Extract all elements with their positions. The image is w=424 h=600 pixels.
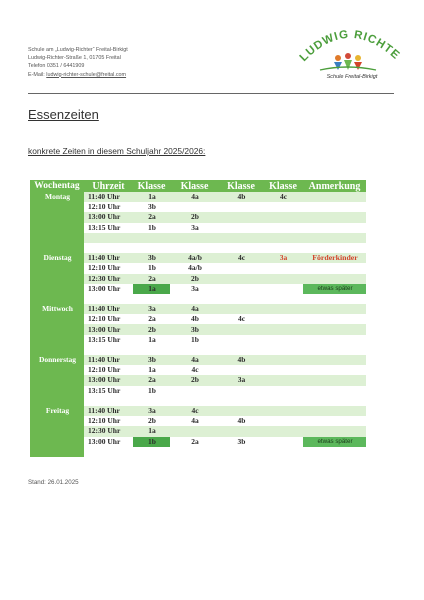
remark-cell (303, 386, 366, 396)
time-cell: 12:10 Uhr (84, 202, 133, 212)
weekday-cell: Montag (30, 192, 84, 202)
class-cell: 1b (133, 223, 170, 233)
weekday-cell (30, 243, 84, 253)
class-cell (170, 447, 219, 457)
table-row (30, 202, 366, 212)
header-wochentag: Wochentag (30, 180, 84, 192)
class-cell (263, 263, 303, 273)
class-cell (219, 324, 263, 334)
meal-schedule-table (30, 180, 366, 457)
class-cell (170, 243, 219, 253)
time-cell: 13:00 Uhr (84, 437, 133, 447)
children-figures-icon (320, 53, 376, 70)
remark-cell (303, 314, 366, 324)
time-cell: 12:10 Uhr (84, 416, 133, 426)
table-row (30, 304, 366, 314)
header-klasse: Klasse (263, 180, 303, 192)
time-cell (84, 243, 133, 253)
class-cell: 2a (133, 375, 170, 385)
class-cell (263, 202, 303, 212)
class-cell: 3b (133, 253, 170, 263)
table-row (30, 345, 366, 355)
page-subtitle: konkrete Zeiten in diesem Schuljahr 2025/2026: (28, 146, 206, 156)
weekday-cell (30, 375, 84, 385)
class-cell: 4c (263, 192, 303, 202)
address-line: Telefon 0351 / 6441909 (28, 63, 85, 70)
header-anmerkung: Anmerkung (303, 180, 366, 192)
remark-cell (303, 406, 366, 416)
class-cell (263, 386, 303, 396)
class-cell: 4a/b (170, 263, 219, 273)
class-cell (219, 335, 263, 345)
class-cell: 1b (133, 386, 170, 396)
class-cell (263, 396, 303, 406)
table-row (30, 314, 366, 324)
page-title: Essenzeiten (28, 107, 99, 122)
class-cell (219, 263, 263, 273)
class-cell: 4b (170, 314, 219, 324)
class-cell: 3a (219, 375, 263, 385)
class-cell (263, 345, 303, 355)
class-cell (133, 345, 170, 355)
table-row (30, 212, 366, 222)
header-klasse: Klasse (170, 180, 219, 192)
table-row (30, 335, 366, 345)
class-cell: 2a (170, 437, 219, 447)
table-row (30, 274, 366, 284)
weekday-cell (30, 335, 84, 345)
remark-cell (303, 355, 366, 365)
time-cell: 13:15 Uhr (84, 335, 133, 345)
svg-text:LUDWIG RICHTER: LUDWIG RICHTE (297, 28, 403, 64)
class-cell: 2a (133, 274, 170, 284)
header-divider (28, 93, 394, 94)
class-cell: 1a (133, 426, 170, 436)
class-cell (219, 447, 263, 457)
class-cell: 3a (133, 304, 170, 314)
class-cell: 3a (170, 223, 219, 233)
class-cell: 2b (170, 375, 219, 385)
weekday-cell (30, 274, 84, 284)
table-header-row (30, 180, 366, 192)
class-cell (219, 212, 263, 222)
class-cell (263, 274, 303, 284)
table-row (30, 284, 366, 294)
class-cell: 4a (170, 304, 219, 314)
table-row (30, 447, 366, 457)
logo-graphic (290, 18, 405, 78)
school-address (28, 46, 258, 79)
class-cell: 2b (133, 416, 170, 426)
table-row (30, 365, 366, 375)
remark-cell (303, 304, 366, 314)
class-cell: 1a (133, 192, 170, 202)
class-cell (263, 447, 303, 457)
class-cell: 4a (170, 192, 219, 202)
class-cell (263, 365, 303, 375)
weekday-cell (30, 202, 84, 212)
table-row (30, 355, 366, 365)
class-cell (170, 386, 219, 396)
address-line: Schule am „Ludwig-Richter“ Freital-Birkigt (28, 47, 128, 53)
class-cell: 1a (133, 335, 170, 345)
time-cell (84, 345, 133, 355)
header-klasse: Klasse (219, 180, 263, 192)
weekday-cell (30, 437, 84, 447)
class-cell: 4a (170, 416, 219, 426)
time-cell: 13:15 Uhr (84, 386, 133, 396)
remark-cell: etwas später (303, 284, 366, 294)
class-cell: 2a (133, 314, 170, 324)
class-cell (170, 233, 219, 243)
class-cell (170, 202, 219, 212)
weekday-cell (30, 345, 84, 355)
class-cell: 3b (133, 355, 170, 365)
remark-cell: Förderkinder (303, 253, 366, 263)
remark-cell (303, 243, 366, 253)
class-cell (219, 406, 263, 416)
class-cell (263, 223, 303, 233)
remark-cell (303, 223, 366, 233)
class-cell: 3b (170, 324, 219, 334)
remark-cell (303, 233, 366, 243)
class-cell: 2b (170, 274, 219, 284)
class-cell (263, 212, 303, 222)
remark-cell (303, 212, 366, 222)
remark-cell (303, 447, 366, 457)
class-cell: 4a/b (170, 253, 219, 263)
class-cell (170, 345, 219, 355)
table-row (30, 437, 366, 447)
class-cell (219, 304, 263, 314)
class-cell (170, 426, 219, 436)
weekday-cell (30, 212, 84, 222)
table-row (30, 396, 366, 406)
remark-cell (303, 324, 366, 334)
time-cell: 11:40 Uhr (84, 355, 133, 365)
time-cell (84, 396, 133, 406)
class-cell: 2b (170, 212, 219, 222)
address-line: Ludwig-Richter-Straße 1, 01705 Freital (28, 55, 121, 62)
class-cell: 1b (133, 263, 170, 273)
weekday-cell: Dienstag (30, 253, 84, 263)
time-cell: 12:10 Uhr (84, 263, 133, 273)
class-cell (133, 447, 170, 457)
table-row (30, 243, 366, 253)
remark-cell (303, 294, 366, 304)
table-row (30, 324, 366, 334)
class-cell: 2b (133, 324, 170, 334)
class-cell (219, 202, 263, 212)
class-cell: 4b (219, 192, 263, 202)
remark-cell (303, 192, 366, 202)
class-cell (263, 294, 303, 304)
class-cell: 1b (133, 437, 170, 447)
document-date: Stand: 26.01.2025 (28, 479, 79, 486)
email-link[interactable]: ludwig-richter-schule@freital.com (46, 71, 127, 78)
time-cell: 13:00 Uhr (84, 212, 133, 222)
weekday-cell (30, 324, 84, 334)
class-cell: 3a (170, 284, 219, 294)
class-cell (133, 396, 170, 406)
class-cell (133, 294, 170, 304)
class-cell: 1a (133, 284, 170, 294)
header-klasse: Klasse (133, 180, 170, 192)
remark-cell (303, 375, 366, 385)
remark-cell (303, 396, 366, 406)
class-cell (219, 274, 263, 284)
table-row (30, 253, 366, 263)
table-row (30, 375, 366, 385)
time-cell: 11:40 Uhr (84, 406, 133, 416)
class-cell: 2a (133, 212, 170, 222)
table-row (30, 192, 366, 202)
time-cell (84, 233, 133, 243)
table-row (30, 294, 366, 304)
remark-cell (303, 345, 366, 355)
weekday-cell (30, 447, 84, 457)
class-cell (133, 233, 170, 243)
class-cell (219, 396, 263, 406)
weekday-cell (30, 263, 84, 273)
time-cell: 12:30 Uhr (84, 274, 133, 284)
table-row (30, 386, 366, 396)
class-cell (263, 437, 303, 447)
class-cell: 3a (133, 406, 170, 416)
time-cell: 13:00 Uhr (84, 324, 133, 334)
email-label: E-Mail: (28, 71, 45, 78)
class-cell (219, 294, 263, 304)
time-cell: 11:40 Uhr (84, 253, 133, 263)
class-cell (219, 426, 263, 436)
class-cell (219, 223, 263, 233)
remark-cell (303, 274, 366, 284)
time-cell: 13:00 Uhr (84, 375, 133, 385)
remark-cell: etwas später (303, 437, 366, 447)
class-cell (263, 314, 303, 324)
time-cell: 12:30 Uhr (84, 426, 133, 436)
class-cell (263, 375, 303, 385)
remark-cell (303, 263, 366, 273)
logo-tagline: Schule Freital-Birkigt (326, 74, 378, 80)
table-row (30, 416, 366, 426)
class-cell: 1a (133, 365, 170, 375)
class-cell (263, 355, 303, 365)
class-cell: 4c (170, 365, 219, 375)
weekday-cell (30, 294, 84, 304)
time-cell: 13:15 Uhr (84, 223, 133, 233)
class-cell (219, 243, 263, 253)
class-cell: 3b (133, 202, 170, 212)
table-row (30, 223, 366, 233)
class-cell: 3a (263, 253, 303, 263)
time-cell: 12:10 Uhr (84, 365, 133, 375)
time-cell: 11:40 Uhr (84, 304, 133, 314)
time-cell (84, 447, 133, 457)
class-cell (133, 243, 170, 253)
weekday-cell (30, 314, 84, 324)
class-cell (219, 386, 263, 396)
class-cell: 4c (219, 253, 263, 263)
class-cell: 4a (170, 355, 219, 365)
class-cell: 4b (219, 416, 263, 426)
remark-cell (303, 202, 366, 212)
email-line (28, 71, 258, 79)
time-cell (84, 294, 133, 304)
weekday-cell (30, 284, 84, 294)
class-cell (170, 294, 219, 304)
table-row (30, 263, 366, 273)
weekday-cell (30, 426, 84, 436)
remark-cell (303, 416, 366, 426)
weekday-cell (30, 233, 84, 243)
table-row (30, 406, 366, 416)
remark-cell (303, 335, 366, 345)
class-cell (263, 324, 303, 334)
table-row (30, 233, 366, 243)
weekday-cell (30, 386, 84, 396)
class-cell (219, 365, 263, 375)
class-cell: 4c (170, 406, 219, 416)
class-cell (263, 243, 303, 253)
class-cell (219, 233, 263, 243)
time-cell: 12:10 Uhr (84, 314, 133, 324)
time-cell: 13:00 Uhr (84, 284, 133, 294)
class-cell: 4b (219, 355, 263, 365)
weekday-cell (30, 416, 84, 426)
weekday-cell (30, 396, 84, 406)
table-row (30, 426, 366, 436)
class-cell (263, 304, 303, 314)
class-cell (170, 396, 219, 406)
weekday-cell: Mittwoch (30, 304, 84, 314)
weekday-cell (30, 365, 84, 375)
class-cell (263, 335, 303, 345)
class-cell (263, 406, 303, 416)
school-logo (290, 18, 405, 88)
weekday-cell (30, 223, 84, 233)
remark-cell (303, 365, 366, 375)
weekday-cell: Freitag (30, 406, 84, 416)
class-cell (263, 284, 303, 294)
class-cell (263, 426, 303, 436)
time-cell: 11:40 Uhr (84, 192, 133, 202)
class-cell: 4c (219, 314, 263, 324)
header-uhrzeit: Uhrzeit (84, 180, 133, 192)
class-cell (219, 345, 263, 355)
class-cell (263, 233, 303, 243)
class-cell: 3b (219, 437, 263, 447)
remark-cell (303, 426, 366, 436)
class-cell: 1b (170, 335, 219, 345)
weekday-cell: Donnerstag (30, 355, 84, 365)
class-cell (263, 416, 303, 426)
class-cell (219, 284, 263, 294)
